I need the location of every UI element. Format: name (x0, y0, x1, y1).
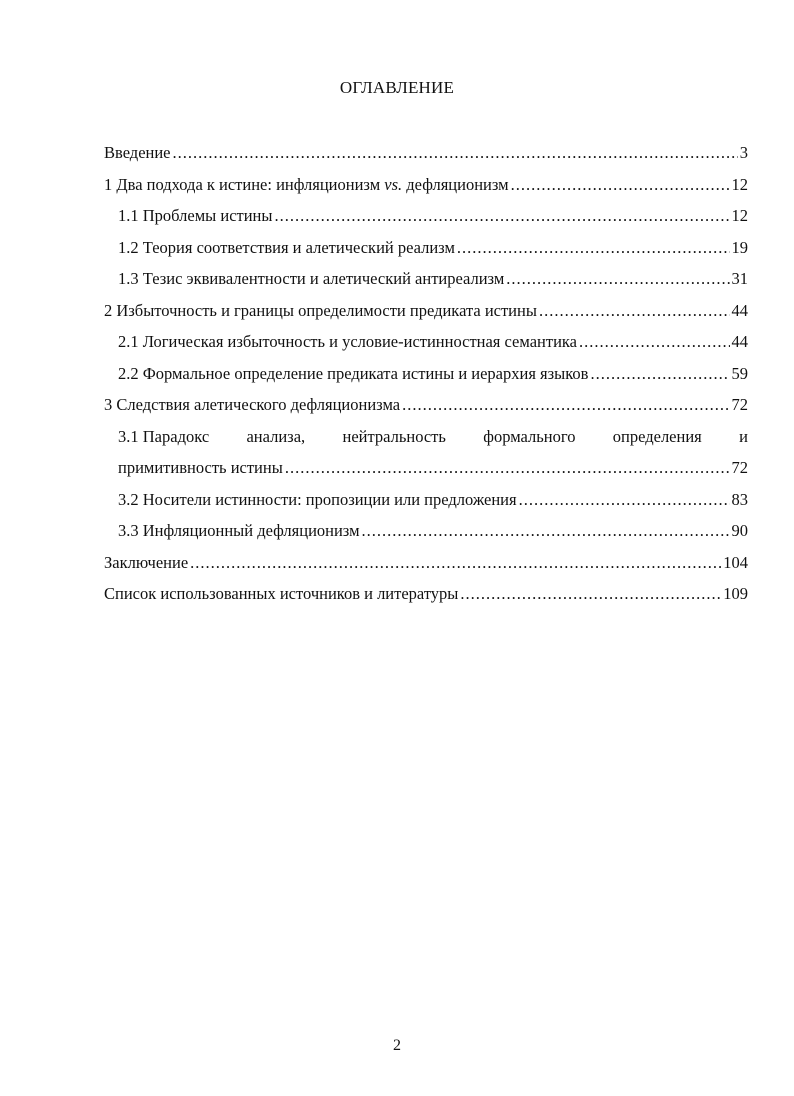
toc-entry-chapter-1[interactable] (104, 169, 748, 201)
toc-entry-page: 19 (731, 237, 748, 257)
toc-entry-label: 1.1 Проблемы истины (118, 206, 273, 225)
toc-entry-page: 90 (731, 521, 748, 540)
page-number: 2 (393, 1037, 401, 1054)
toc-label-word: нейтральность (342, 426, 446, 446)
toc-leader-dots (362, 515, 730, 547)
toc-entry-label: 1.2 Теория соответствия и алетический реализм (118, 237, 455, 257)
toc-entry-label-justified (104, 421, 748, 453)
toc-entry-page: 109 (723, 584, 748, 603)
toc-entry-section-1-2[interactable] (104, 232, 748, 264)
toc-leader-dots (579, 326, 730, 358)
toc-label-part: дефляционизм (402, 174, 509, 194)
toc-entry-page: 44 (731, 332, 748, 351)
toc-entry-section-3-3[interactable] (104, 515, 748, 547)
table-of-contents (104, 137, 748, 610)
toc-entry-page: 59 (731, 363, 748, 383)
toc-entry-introduction[interactable] (104, 137, 748, 169)
toc-entry-label-continuation: примитивность истины (118, 458, 283, 477)
toc-entry-label: 3 Следствия алетического дефляционизма (104, 395, 401, 414)
toc-entry-page: 31 (731, 269, 748, 288)
toc-leader-dots (506, 263, 729, 295)
toc-leader-dots (519, 484, 730, 516)
toc-label-word: определения (612, 426, 702, 446)
toc-entry-label: 2.2 Формальное определение предиката истины и иерархия языков (118, 363, 589, 383)
toc-label-word: анализа, (246, 426, 306, 446)
toc-entry-label: 1.3 Тезис эквивалентности и алетический антиреализм (118, 269, 505, 288)
toc-entry-label: Заключение (104, 552, 189, 572)
toc-entry-section-1-1[interactable] (104, 200, 748, 232)
toc-entry-label: 3.3 Инфляционный дефляционизм (118, 521, 360, 540)
toc-entry-section-2-2[interactable] (104, 358, 748, 390)
toc-leader-dots (511, 169, 730, 201)
toc-entry-page: 44 (731, 300, 748, 320)
toc-leader-dots (457, 232, 730, 264)
toc-entry-label: 2.1 Логическая избыточность и условие-истинностная семантика (118, 332, 577, 351)
toc-entry-conclusion[interactable] (104, 547, 748, 579)
toc-leader-dots (190, 547, 721, 579)
toc-entry-chapter-3[interactable] (104, 389, 748, 421)
toc-label-italic: vs. (384, 174, 403, 194)
toc-leader-dots (590, 358, 729, 390)
toc-leader-dots (460, 578, 721, 610)
toc-entry-page: 12 (731, 206, 748, 225)
toc-entry-label: 2 Избыточность и границы определимости предиката истины (104, 300, 537, 320)
toc-label-word: формального (483, 426, 576, 446)
toc-entry-page: 104 (723, 552, 748, 572)
toc-entry-label (104, 169, 509, 201)
toc-entry-label: 3.2 Носители истинности: пропозиции или предложения (118, 489, 517, 509)
toc-entry-section-2-1[interactable] (104, 326, 748, 358)
toc-label-part: 1 Два подхода к истине: инфляционизм (104, 174, 385, 194)
toc-entry-label: Список использованных источников и литературы (104, 584, 459, 603)
page-title: ОГЛАВЛЕНИЕ (339, 78, 455, 97)
toc-entry-chapter-2[interactable] (104, 295, 748, 327)
toc-entry-section-3-2[interactable] (104, 484, 748, 516)
toc-leader-dots (285, 452, 730, 484)
toc-entry-page: 72 (731, 458, 748, 477)
toc-entry-page: 83 (731, 489, 748, 509)
toc-leader-dots (274, 200, 729, 232)
toc-leader-dots (539, 295, 730, 327)
toc-entry-page: 3 (739, 143, 748, 162)
toc-entry-label: Введение (104, 143, 171, 162)
toc-entry-section-3-1[interactable] (104, 421, 748, 484)
toc-entry-section-1-3[interactable] (104, 263, 748, 295)
toc-entry-bibliography[interactable] (104, 578, 748, 610)
toc-leader-dots (402, 389, 729, 421)
toc-label-word: и (739, 426, 748, 446)
toc-leader-dots (173, 137, 738, 169)
toc-entry-page: 72 (731, 395, 748, 414)
toc-entry-page: 12 (731, 174, 748, 194)
toc-label-word: 3.1 Парадокс (118, 426, 210, 446)
